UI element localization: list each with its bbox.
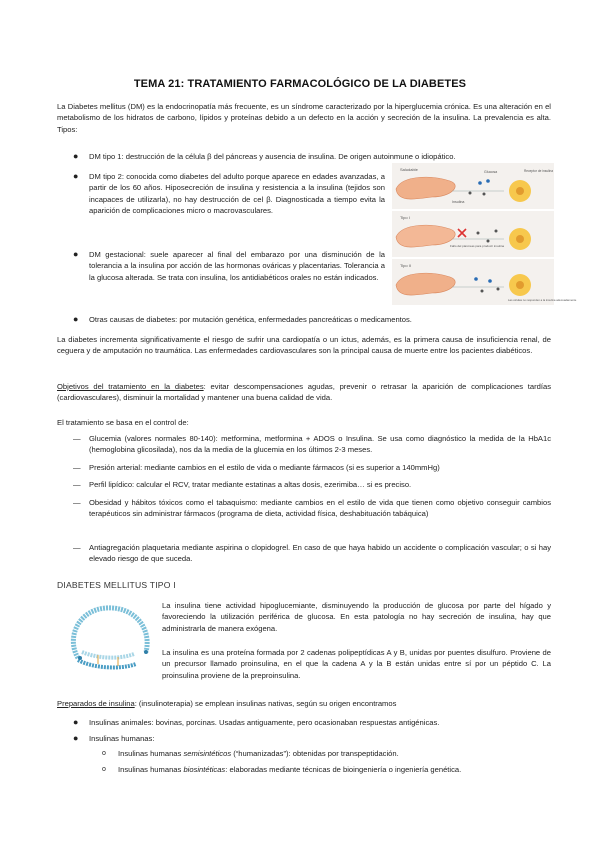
bullet-icon: ●: [73, 171, 79, 181]
page-title: TEMA 21: TRATAMIENTO FARMACOLÓGICO DE LA DIABETES: [133, 78, 467, 90]
svg-text:Receptor de insulina: Receptor de insulina: [524, 169, 554, 173]
objectives-paragraph: Objetivos del tratamiento en la diabetes: evitar descompensaciones agudas, prevenir o retrasar la aparición de complicaciones tardías (cardiovasculares), disminuir la mortalidad y mantener una buena calidad de vida.: [57, 382, 551, 403]
list-item: ● DM tipo 1: destrucción de la célula β del páncreas y ausencia de insulina. De origen autoinmune o idiopático.: [73, 151, 456, 161]
svg-text:Tipo I: Tipo I: [400, 215, 410, 220]
c-peptide-chain: [73, 608, 147, 658]
dash-icon: —: [73, 480, 81, 489]
bullet-icon: ●: [73, 314, 79, 324]
list-item: ● DM gestacional: suele aparecer al final del embarazo por una disminución de la tolerancia a la insulina por acción de las hormonas ováricas y placentarias. Tolerancia a la glucosa alterada. Se trata con insulina, los antidiabéticos orales no están indicados.: [73, 249, 385, 282]
list-item: — Perfil lipídico: calcular el RCV, tratar mediante estatinas a altas dosis, ezerimiba… si es preciso.: [73, 480, 412, 489]
section-heading: DIABETES MELLITUS TIPO I: [57, 580, 176, 590]
list-item: ● Insulinas animales: bovinas, porcinas. Usadas antiguamente, pero ocasionaban respuestas antigénicas.: [73, 717, 440, 727]
bullet-icon: ●: [73, 733, 79, 743]
bullet-icon: ●: [73, 249, 79, 259]
complications-paragraph: La diabetes incrementa significativamente el riesgo de sufrir una cardiopatía o un ictus, además, es la primera causa de insuficiencia renal, de ceguera y de amputación no traumática. Las enfermedades cardiovasculares son la principal causa de muerte entre los pacientes diabéticos.: [57, 335, 551, 356]
b-chain: [82, 652, 134, 658]
preparations-paragraph: Preparados de insulina: (insulinoterapia) se emplean insulinas nativas, según su origen encontramos: [57, 699, 397, 708]
list-item: — Antiagregación plaquetaria mediante aspirina o clopidogrel. En caso de que haya habido un accidente o complicación vascular; o si hay elevado riesgo de que suceda.: [73, 543, 551, 564]
preparations-label: Preparados de insulina: [57, 699, 135, 708]
list-item: — Presión arterial: mediante cambios en el estilo de vida o mediante fármacos (si es superior a 140mmHg): [73, 463, 440, 472]
svg-text:Insulina: Insulina: [452, 200, 465, 204]
svg-text:Las células no responden a la: Las células no responden a la insulina adecuadamente: [508, 298, 577, 302]
figure-panel-healthy: [392, 163, 554, 209]
figure-panel-type1: [392, 211, 554, 257]
bullet-icon: ●: [73, 151, 79, 161]
svg-text:Tipo II: Tipo II: [400, 263, 411, 268]
objectives-label: Objetivos del tratamiento en la diabetes: [57, 382, 204, 391]
bullet-icon: ●: [73, 717, 79, 727]
diabetes-types-figure: [392, 163, 577, 305]
list-item: ● Otras causas de diabetes: por mutación genética, enfermedades pancreáticas o medicamentos.: [73, 314, 412, 324]
dash-icon: —: [73, 434, 81, 443]
a-chain: [78, 660, 136, 667]
control-intro: El tratamiento se basa en el control de:: [57, 418, 189, 427]
figure-panel-type2: [392, 259, 577, 305]
svg-text:Fallo del páncreas para produc: Fallo del páncreas para producir insulina: [450, 244, 505, 248]
list-item: ● Insulinas humanas:: [73, 733, 155, 743]
dash-icon: —: [73, 498, 81, 507]
list-item: ● DM tipo 2: conocida como diabetes del adulto porque aparece en edades avanzadas, a partir de los 60 años. Hiposecreción de insulina y resistencia a la insulina (tejidos son incapaces de utilizarla), no hay destrucción de cel β. Diagnosticada a tiempo evita la aparición de complicaciones micro o macrovasculares.: [73, 171, 385, 216]
list-item: — Glucemia (valores normales 80-140): metformina, metformina + ADOS o Insulina. Se usa como diagnóstico la medida de la HbA1c (hemoglobina glicosilada), nos da la media de la glucemia en los últimos 2-3 meses.: [73, 434, 551, 455]
intro-paragraph: La Diabetes mellitus (DM) es la endocrinopatía más frecuente, es un síndrome caracterizado por la hiperglucemia crónica. Es una alteración en el metabolismo de los hidratos de carbono, lípidos y proteínas debido a un defecto en la acción y secreción de la insulina. La prevalencia es alta. Tipos:: [57, 102, 551, 134]
proinsulin-figure: [58, 598, 158, 680]
sub-list-item: o Insulinas humanas semisintéticos (“humanizadas”): obtenidas por transpeptidación.: [102, 749, 399, 758]
dash-icon: —: [73, 463, 81, 472]
svg-text:Saludable: Saludable: [400, 167, 418, 172]
dm1-paragraph-2: La insulina es una proteína formada por 2 cadenas polipeptídicas A y B, unidas por puentes disulfuro. Proviene de un precursor llamado proinsulina, en el que la cadena A y la B están unidas entre sí por un péptido C. La proinsulina proviene de la preproinsulina.: [162, 648, 551, 680]
dm1-paragraph-1: La insulina tiene actividad hipoglucemiante, disminuyendo la producción de glucosa por parte del hígado y favoreciendo la utilización periférica de glucosa. En esta patología no hay secreción de insulina, hay que administrarla de manera exógena.: [162, 601, 551, 633]
list-item: — Obesidad y hábitos tóxicos como el tabaquismo: mediante cambios en el estilo de vida que tienen como objetivo conseguir cambios terapéuticos sin administrar fármacos (programa de dieta, actividad física, deshabituación tabáquica): [73, 498, 551, 519]
circle-bullet-icon: o: [102, 750, 106, 757]
circle-bullet-icon: o: [102, 766, 106, 773]
sub-list-item: o Insulinas humanas biosintéticas: elaboradas mediante técnicas de bioingeniería o ingeniería genética.: [102, 765, 462, 774]
svg-text:Glucosa: Glucosa: [484, 170, 498, 174]
dash-icon: —: [73, 543, 81, 552]
